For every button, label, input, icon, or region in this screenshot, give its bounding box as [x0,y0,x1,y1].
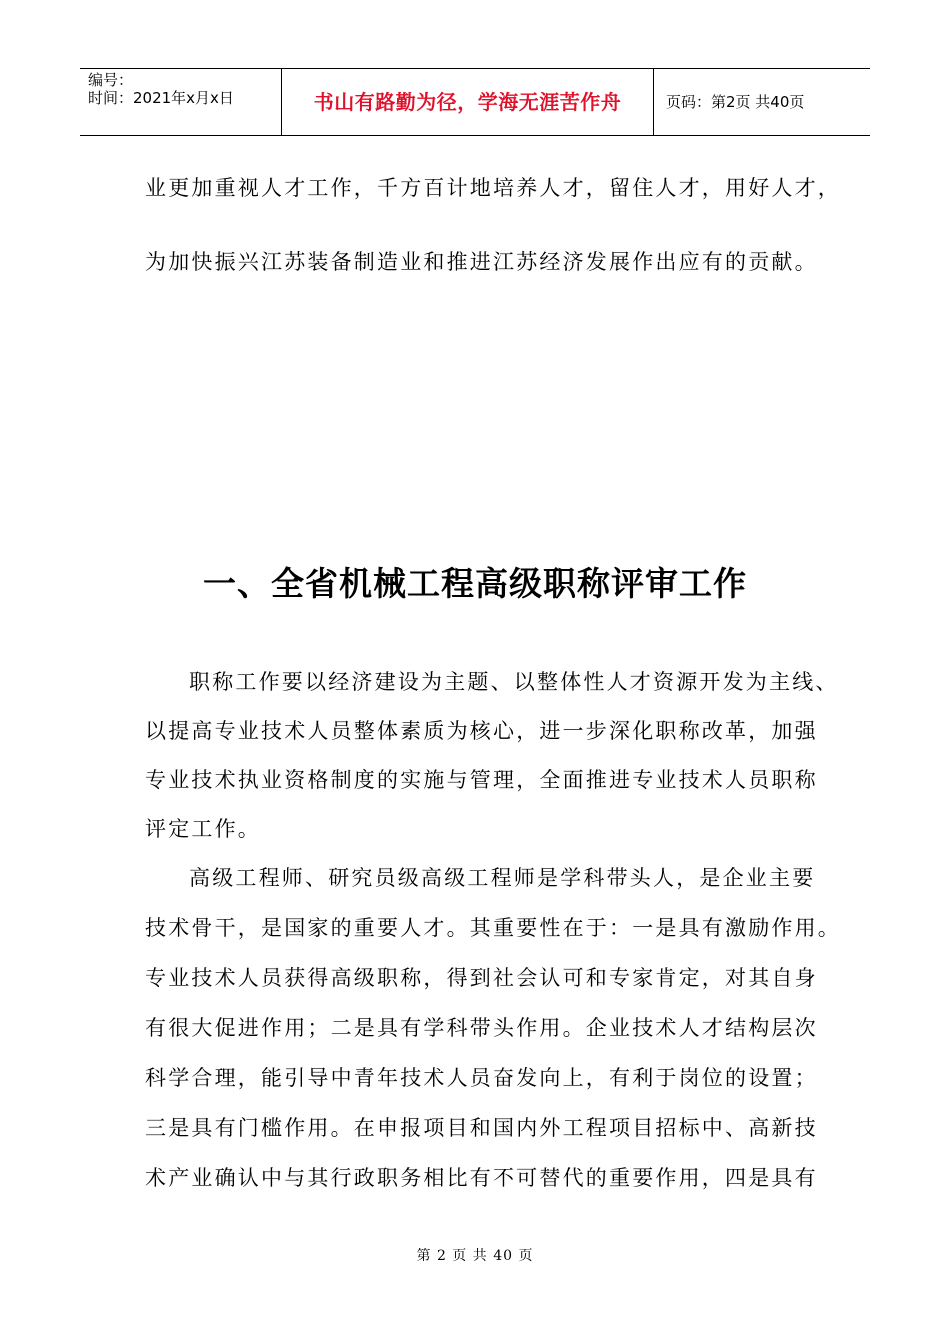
paragraph-line: 专业技术执业资格制度的实施与管理，全面推进专业技术人员职称 [145,768,818,792]
document-date-label: 时间：2021年x月x日 [88,89,234,107]
intro-line-1: 业更加重视人才工作，千方百计地培养人才，留住人才，用好人才， [145,176,841,200]
paragraph-line: 专业技术人员获得高级职称，得到社会认可和专家肯定，对其自身 [145,966,818,990]
paragraph-line: 职称工作要以经济建设为主题、以整体性人才资源开发为主线、 [189,670,839,694]
paragraph-line: 高级工程师、研究员级高级工程师是学科带头人，是企业主要 [189,866,816,890]
document-number-label: 编号： [88,71,134,89]
page-footer: 第 2 页 共 40 页 [416,1248,534,1264]
paragraph-line: 三是具有门槛作用。在申报项目和国内外工程项目招标中、高新技 [145,1116,818,1140]
paragraph-line: 有很大促进作用；二是具有学科带头作用。企业技术人才结构层次 [145,1016,818,1040]
paragraph-line: 术产业确认中与其行政职务相比有不可替代的重要作用，四是具有 [145,1166,818,1190]
header-meta [80,69,282,135]
header-motto: 书山有路勤为径，学海无涯苦作舟 [282,69,654,135]
paragraph-line: 评定工作。 [145,817,261,841]
header-page-info: 页码：第2页 共40页 [666,93,805,111]
document-header [80,68,870,136]
paragraph-line: 以提高专业技术人员整体素质为核心，进一步深化职称改革，加强 [145,719,818,743]
paragraph-line: 技术骨干，是国家的重要人才。其重要性在于：一是具有激励作用。 [145,916,841,940]
intro-line-2: 为加快振兴江苏装备制造业和推进江苏经济发展作出应有的贡献。 [145,250,818,274]
paragraph-line: 科学合理，能引导中青年技术人员奋发向上，有利于岗位的设置； [145,1066,818,1090]
section-heading: 一、全省机械工程高级职称评审工作 [203,564,747,603]
